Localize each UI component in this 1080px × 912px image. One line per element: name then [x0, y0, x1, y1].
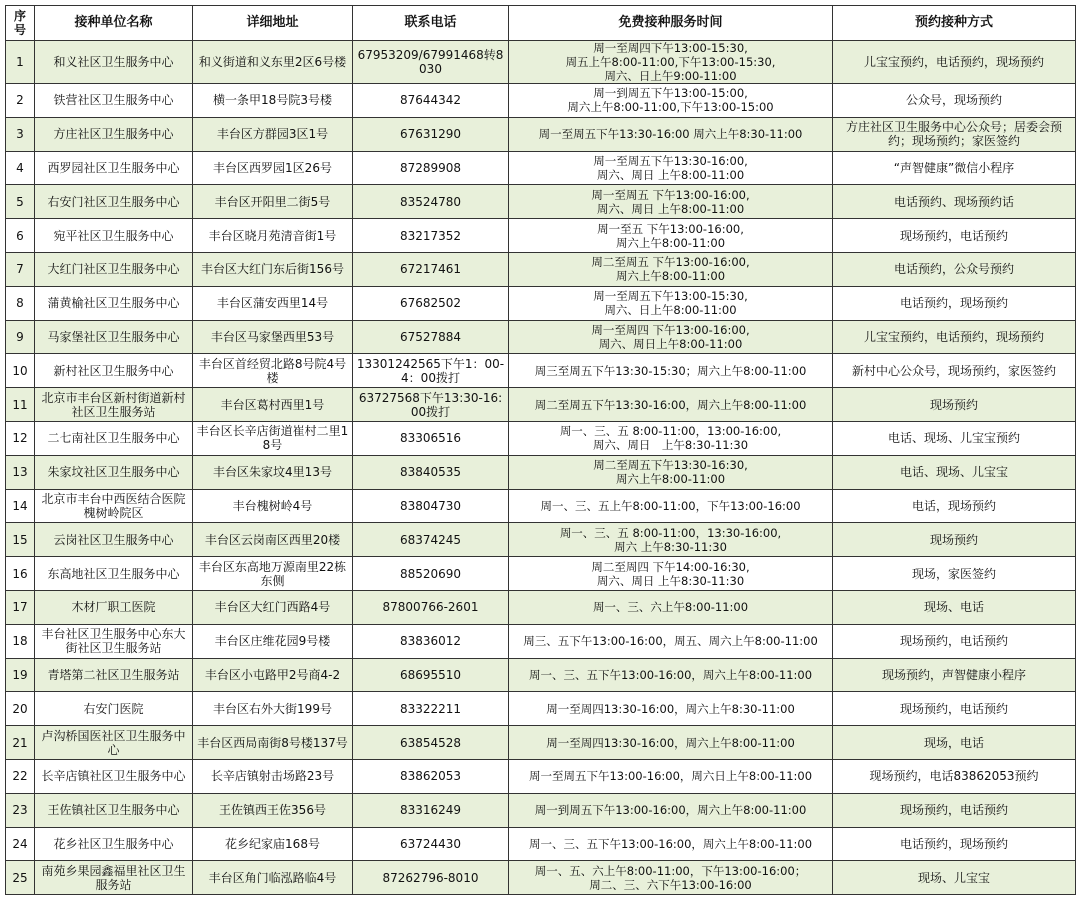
service-hours-line: 周一至周四下午13:00-15:30, [593, 41, 748, 55]
site-phone: 83217352 [353, 219, 509, 253]
service-hours-line: 周六、周日 上午8:00-11:00 [596, 201, 745, 216]
row-index: 21 [6, 726, 35, 760]
header-row [6, 6, 1076, 41]
service-hours [509, 84, 833, 118]
site-name: 南苑乡果园鑫福里社区卫生服务站 [35, 861, 193, 895]
table-row [6, 421, 1076, 455]
row-index: 17 [6, 590, 35, 624]
header-phone: 联系电话 [353, 6, 509, 41]
site-phone: 67527884 [353, 320, 509, 354]
service-hours [509, 658, 833, 692]
table-row [6, 590, 1076, 624]
table-row [6, 624, 1076, 658]
booking-method: 现场预约，电话预约 [833, 624, 1076, 658]
service-hours-line: 周三至周五下午13:30-15:30；周六上午8:00-11:00 [534, 363, 807, 378]
site-phone: 67631290 [353, 117, 509, 151]
site-name: 北京市丰台区新村街道新村社区卫生服务站 [35, 388, 193, 422]
service-hours-line: 周二至周五下午13:30-16:30, [593, 458, 748, 473]
booking-method: 电话、现场、儿宝宝 [833, 455, 1076, 489]
service-hours-line: 周六 上午8:30-11:30 [614, 539, 727, 554]
site-address: 丰台区大红门东后街156号 [193, 252, 353, 286]
service-hours [509, 455, 833, 489]
booking-method: 方庄社区卫生服务中心公众号；居委会预约；现场预约；家医签约 [833, 117, 1076, 151]
service-hours-line: 周一、三、五上午8:00-11:00，下午13:00-16:00 [540, 498, 801, 513]
row-index: 1 [6, 41, 35, 84]
booking-method: 电话预约，现场预约 [833, 827, 1076, 861]
row-index: 22 [6, 759, 35, 793]
service-hours-line: 周六、周日 上午8:00-11:00 [596, 167, 745, 182]
row-index: 13 [6, 455, 35, 489]
service-hours-line: 周二至周五下午13:30-16:00，周六上午8:00-11:00 [534, 397, 807, 412]
site-name: 云岗社区卫生服务中心 [35, 523, 193, 557]
booking-method: 电话预约，公众号预约 [833, 252, 1076, 286]
site-name: 丰台社区卫生服务中心东大街社区卫生服务站 [35, 624, 193, 658]
booking-method: 现场预约，电话预约 [833, 793, 1076, 827]
site-phone: 67682502 [353, 286, 509, 320]
row-index: 19 [6, 658, 35, 692]
table-row [6, 557, 1076, 591]
booking-method: 现场预约 [833, 388, 1076, 422]
row-index: 12 [6, 421, 35, 455]
site-address: 丰台区晓月苑清音街1号 [193, 219, 353, 253]
site-phone: 68374245 [353, 523, 509, 557]
site-name: 二七南社区卫生服务中心 [35, 421, 193, 455]
site-address: 丰台区云岗南区西里20楼 [193, 523, 353, 557]
table-header [6, 6, 1076, 41]
site-name: 铁营社区卫生服务中心 [35, 84, 193, 118]
site-address: 丰台区东高地万源南里22栋东侧 [193, 557, 353, 591]
row-index: 16 [6, 557, 35, 591]
table-row [6, 286, 1076, 320]
site-address: 丰台区葛村西里1号 [193, 388, 353, 422]
table-row [6, 354, 1076, 388]
service-hours [509, 726, 833, 760]
service-hours-line: 周六、日上午9:00-11:00 [604, 69, 737, 83]
table-row [6, 388, 1076, 422]
row-index: 11 [6, 388, 35, 422]
row-index: 14 [6, 489, 35, 523]
site-phone: 67953209/67991468转8030 [353, 41, 509, 84]
site-address: 丰台区西罗园1区26号 [193, 151, 353, 185]
site-address: 丰台区方群园3区1号 [193, 117, 353, 151]
site-phone: 87800766-2601 [353, 590, 509, 624]
site-phone: 83524780 [353, 185, 509, 219]
site-phone: 83836012 [353, 624, 509, 658]
site-address: 丰台区大红门西路4号 [193, 590, 353, 624]
service-hours [509, 388, 833, 422]
service-hours [509, 523, 833, 557]
site-name: 新村社区卫生服务中心 [35, 354, 193, 388]
table-row [6, 84, 1076, 118]
booking-method: 儿宝宝预约，电话预约，现场预约 [833, 320, 1076, 354]
row-index: 9 [6, 320, 35, 354]
table-row [6, 320, 1076, 354]
site-phone: 63854528 [353, 726, 509, 760]
row-index: 5 [6, 185, 35, 219]
header-address: 详细地址 [193, 6, 353, 41]
table-row [6, 185, 1076, 219]
site-phone: 63727568下午13:30-16:00拨打 [353, 388, 509, 422]
booking-method: 电话预约，现场预约 [833, 286, 1076, 320]
site-address: 花乡纪家庙168号 [193, 827, 353, 861]
row-index: 15 [6, 523, 35, 557]
service-hours [509, 557, 833, 591]
booking-method: “声智健康”微信小程序 [833, 151, 1076, 185]
booking-method: 现场预约 [833, 523, 1076, 557]
booking-method: 现场预约，声智健康小程序 [833, 658, 1076, 692]
table-row [6, 151, 1076, 185]
site-phone: 83322211 [353, 692, 509, 726]
service-hours-line: 周六上午8:00-11:00,下午13:00-15:00 [567, 100, 774, 115]
header-hours: 免费接种服务时间 [509, 6, 833, 41]
service-hours-line: 周一至周五下午13:00-15:30, [593, 289, 748, 304]
site-name: 长辛店镇社区卫生服务中心 [35, 759, 193, 793]
site-address: 丰台区蒲安西里14号 [193, 286, 353, 320]
site-phone: 83306516 [353, 421, 509, 455]
row-index: 18 [6, 624, 35, 658]
service-hours-line: 周六上午8:00-11:00 [615, 472, 726, 487]
service-hours-line: 周六上午8:00-11:00 [615, 269, 726, 284]
booking-method: 现场预约，电话83862053预约 [833, 759, 1076, 793]
service-hours-line: 周一、三、五 8:00-11:00，13:30-16:00, [559, 525, 782, 540]
row-index: 6 [6, 219, 35, 253]
site-phone: 87644342 [353, 84, 509, 118]
service-hours [509, 861, 833, 895]
service-hours-line: 周一至周五下午13:30-16:00, [593, 153, 748, 168]
booking-method: 现场，电话 [833, 726, 1076, 760]
site-name: 蒲黄榆社区卫生服务中心 [35, 286, 193, 320]
site-name: 西罗园社区卫生服务中心 [35, 151, 193, 185]
service-hours [509, 489, 833, 523]
booking-method: 现场，家医签约 [833, 557, 1076, 591]
site-name: 和义社区卫生服务中心 [35, 41, 193, 84]
site-address: 丰台区西局南街8号楼137号 [193, 726, 353, 760]
service-hours-line: 周六、周日 上午8:30-11:30 [596, 573, 745, 588]
service-hours-line: 周一至周四13:30-16:00，周六上午8:30-11:00 [546, 701, 795, 716]
site-name: 木材厂职工医院 [35, 590, 193, 624]
site-address: 丰台区角门临泓路临4号 [193, 861, 353, 895]
service-hours-line: 周三、五下午13:00-16:00，周五、周六上午8:00-11:00 [523, 634, 818, 649]
table-row [6, 726, 1076, 760]
service-hours [509, 421, 833, 455]
site-phone: 13301242565下午1：00-4：00拨打 [353, 354, 509, 388]
site-address: 丰台区开阳里二街5号 [193, 185, 353, 219]
site-name: 青塔第二社区卫生服务站 [35, 658, 193, 692]
site-name: 王佐镇社区卫生服务中心 [35, 793, 193, 827]
site-name: 卢沟桥国医社区卫生服务中心 [35, 726, 193, 760]
site-name: 右安门社区卫生服务中心 [35, 185, 193, 219]
site-name: 大红门社区卫生服务中心 [35, 252, 193, 286]
row-index: 24 [6, 827, 35, 861]
site-address: 和义街道和义东里2区6号楼 [193, 41, 353, 84]
site-phone: 83316249 [353, 793, 509, 827]
site-phone: 83804730 [353, 489, 509, 523]
site-name: 方庄社区卫生服务中心 [35, 117, 193, 151]
site-address: 丰台区首经贸北路8号院4号楼 [193, 354, 353, 388]
site-address: 长辛店镇射击场路23号 [193, 759, 353, 793]
site-name: 马家堡社区卫生服务中心 [35, 320, 193, 354]
booking-method: 电话，现场预约 [833, 489, 1076, 523]
row-index: 4 [6, 151, 35, 185]
site-address: 丰台区马家堡西里53号 [193, 320, 353, 354]
table-row [6, 759, 1076, 793]
service-hours-line: 周一、五、六上午8:00-11:00，下午13:00-16:00； [534, 863, 807, 878]
service-hours-line: 周二至周四 下午14:00-16:30, [591, 559, 750, 574]
service-hours-line: 周一、三、五下午13:00-16:00，周六上午8:00-11:00 [528, 667, 813, 682]
booking-method: 现场、电话 [833, 590, 1076, 624]
service-hours-line: 周一至周四13:30-16:00，周六上午8:00-11:00 [546, 735, 795, 750]
service-hours [509, 286, 833, 320]
row-index: 3 [6, 117, 35, 151]
site-address: 丰台区长辛店街道崔村二里18号 [193, 421, 353, 455]
booking-method: 儿宝宝预约，电话预约，现场预约 [833, 41, 1076, 84]
site-phone: 83862053 [353, 759, 509, 793]
service-hours [509, 252, 833, 286]
booking-method: 新村中心公众号，现场预约，家医签约 [833, 354, 1076, 388]
service-hours [509, 185, 833, 219]
service-hours [509, 624, 833, 658]
service-hours-line: 周一到周五下午13:00-16:00，周六上午8:00-11:00 [534, 803, 807, 818]
site-address: 丰台区小屯路甲2号商4-2 [193, 658, 353, 692]
site-phone: 83840535 [353, 455, 509, 489]
header-name: 接种单位名称 [35, 6, 193, 41]
site-name: 宛平社区卫生服务中心 [35, 219, 193, 253]
service-hours-line: 周五上午8:00-11:00,下午13:00-15:30, [565, 55, 776, 69]
site-name: 朱家坟社区卫生服务中心 [35, 455, 193, 489]
row-index: 8 [6, 286, 35, 320]
service-hours-line: 周六上午8:00-11:00 [615, 235, 726, 250]
site-phone: 67217461 [353, 252, 509, 286]
service-hours [509, 759, 833, 793]
service-hours-line: 周二至周五 下午13:00-16:00, [591, 255, 750, 270]
service-hours [509, 151, 833, 185]
table-row [6, 455, 1076, 489]
site-name: 右安门医院 [35, 692, 193, 726]
table-row [6, 523, 1076, 557]
header-index: 序号 [6, 6, 35, 41]
site-address: 丰台区朱家坟4里13号 [193, 455, 353, 489]
table-row [6, 489, 1076, 523]
service-hours-line: 周六、周日 上午8:30-11:30 [592, 438, 749, 453]
service-hours [509, 354, 833, 388]
site-phone: 68695510 [353, 658, 509, 692]
service-hours [509, 320, 833, 354]
service-hours-line: 周一至周五下午13:30-16:00 周六上午8:30-11:00 [538, 127, 803, 142]
site-phone: 88520690 [353, 557, 509, 591]
table-row [6, 658, 1076, 692]
table-row [6, 219, 1076, 253]
site-name: 北京市丰台中西医结合医院槐树岭院区 [35, 489, 193, 523]
row-index: 25 [6, 861, 35, 895]
service-hours-line: 周一、三、六上午8:00-11:00 [592, 600, 749, 615]
service-hours-line: 周一至周五下午13:00-16:00，周六日上午8:00-11:00 [528, 769, 813, 784]
row-index: 23 [6, 793, 35, 827]
service-hours [509, 117, 833, 151]
table-row [6, 252, 1076, 286]
vaccination-sites-table [5, 5, 1076, 895]
booking-method: 电话、现场、儿宝宝预约 [833, 421, 1076, 455]
row-index: 7 [6, 252, 35, 286]
header-booking: 预约接种方式 [833, 6, 1076, 41]
service-hours [509, 41, 833, 84]
row-index: 20 [6, 692, 35, 726]
table-row [6, 861, 1076, 895]
table-row [6, 692, 1076, 726]
service-hours [509, 590, 833, 624]
site-address: 丰台槐树岭4号 [193, 489, 353, 523]
site-address: 丰台区右外大街199号 [193, 692, 353, 726]
service-hours [509, 219, 833, 253]
booking-method: 电话预约、现场预约话 [833, 185, 1076, 219]
booking-method: 公众号，现场预约 [833, 84, 1076, 118]
service-hours-line: 周六、日上午8:00-11:00 [604, 303, 737, 318]
booking-method: 现场、儿宝宝 [833, 861, 1076, 895]
service-hours-line: 周一、三、五下午13:00-16:00，周六上午8:00-11:00 [528, 836, 813, 851]
booking-method: 现场预约，电话预约 [833, 219, 1076, 253]
service-hours-line: 周六、周日上午8:00-11:00 [598, 336, 743, 351]
service-hours [509, 692, 833, 726]
service-hours-line: 周一到周五下午13:00-15:00, [593, 86, 748, 101]
booking-method: 现场预约，电话预约 [833, 692, 1076, 726]
service-hours-line: 周一至周四 下午13:00-16:00, [591, 322, 750, 337]
site-address: 横一条甲18号院3号楼 [193, 84, 353, 118]
table-row [6, 117, 1076, 151]
service-hours-line: 周一、三、五 8:00-11:00，13:00-16:00, [559, 424, 782, 439]
site-phone: 63724430 [353, 827, 509, 861]
table-row [6, 793, 1076, 827]
row-index: 10 [6, 354, 35, 388]
site-phone: 87262796-8010 [353, 861, 509, 895]
table-body [6, 41, 1076, 895]
table-row [6, 827, 1076, 861]
service-hours-line: 周二、三、六下午13:00-16:00 [589, 877, 752, 892]
service-hours-line: 周一至周五 下午13:00-16:00, [591, 187, 750, 202]
row-index: 2 [6, 84, 35, 118]
service-hours [509, 793, 833, 827]
site-phone: 87289908 [353, 151, 509, 185]
service-hours-line: 周一至五 下午13:00-16:00, [597, 221, 744, 236]
site-name: 东高地社区卫生服务中心 [35, 557, 193, 591]
site-address: 丰台区庄维花园9号楼 [193, 624, 353, 658]
site-address: 王佐镇西王佐356号 [193, 793, 353, 827]
table-row [6, 41, 1076, 84]
service-hours [509, 827, 833, 861]
site-name: 花乡社区卫生服务中心 [35, 827, 193, 861]
